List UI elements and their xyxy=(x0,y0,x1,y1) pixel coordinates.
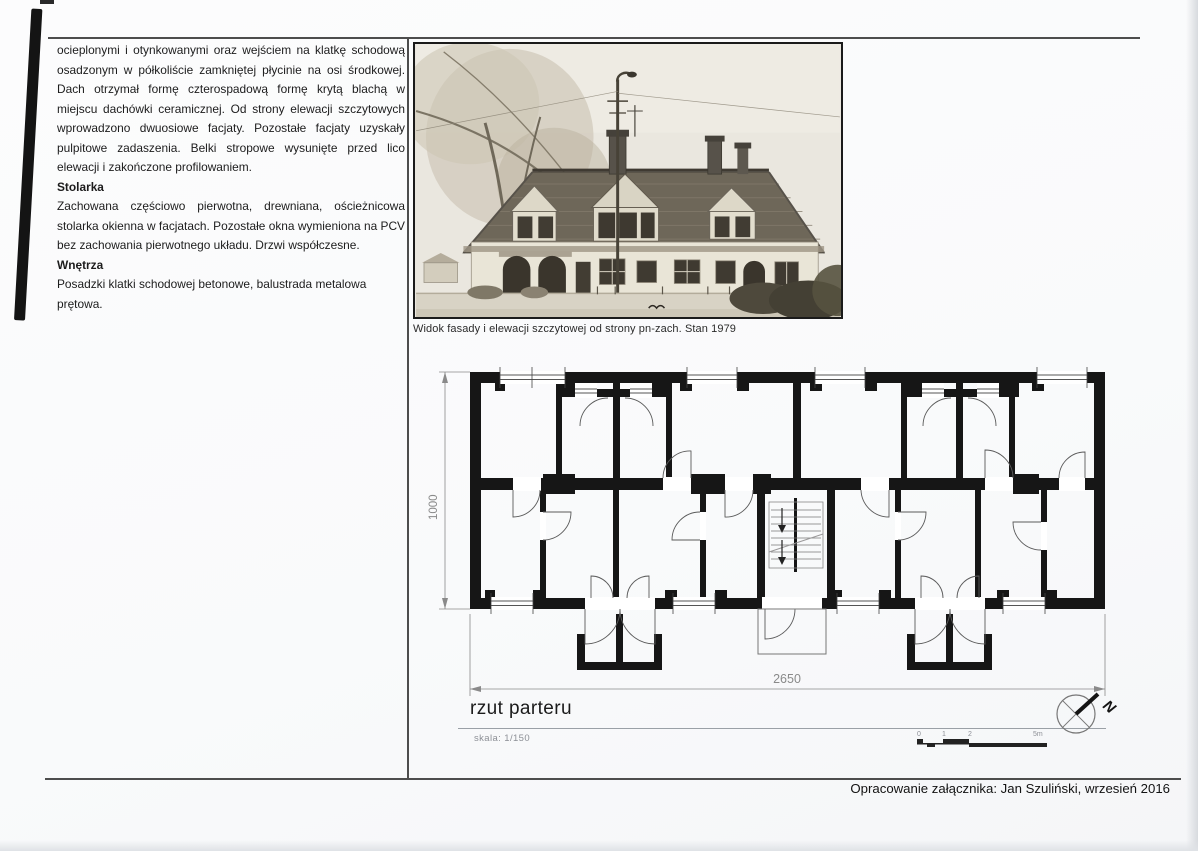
scale-bar xyxy=(913,727,1053,753)
text-column xyxy=(57,41,405,314)
scalebar-1: 1 xyxy=(942,731,946,738)
scan-edge-right xyxy=(1186,0,1198,851)
scan-corner-mark xyxy=(40,0,54,4)
historic-photo xyxy=(413,42,843,319)
north-label: N xyxy=(1099,697,1119,718)
dim-width-label: 2650 xyxy=(773,672,801,686)
plan-title: rzut parteru xyxy=(470,698,572,719)
section-body-wnetrza: Posadzki klatki schodowej betonowe, balustrada metalowa prętowa. xyxy=(57,277,367,311)
scalebar-5m: 5m xyxy=(1033,731,1043,738)
footer-rule xyxy=(45,778,1181,780)
photo-caption: Widok fasady i elewacji szczytowej od strony pn-zach. Stan 1979 xyxy=(413,323,737,335)
plan-scale-label: skala: 1/150 xyxy=(474,733,531,744)
scalebar-2: 2 xyxy=(968,731,972,738)
top-rule xyxy=(48,37,1140,39)
dimension-lines xyxy=(428,372,1105,696)
scan-edge-artifact xyxy=(14,8,42,320)
column-divider xyxy=(407,37,409,778)
section-heading-wnetrza: Wnętrza xyxy=(57,257,104,272)
dim-height-label: 1000 xyxy=(428,494,440,520)
section-body-stolarka: Zachowana częściowo pierwotna, drewniana, ościeżnicowa stolarka okienna w facjatach. Pozostałe okna wymieniona na PCV bez zachowania pierwotnego układu. Drzwi współczesne. xyxy=(57,199,405,252)
photo-figure xyxy=(413,42,843,335)
north-arrow xyxy=(1052,687,1124,745)
section-heading-stolarka: Stolarka xyxy=(57,179,104,194)
description-paragraph: ocieplonymi i otynkowanymi oraz wejściem na klatkę schodową osadzonym w półkoliście zamkniętej płycinie na osi środkowej. Dach otrzymał formę czterospadową formę krytą blachą w miejscu dachówki ceramicznej. Od strony elewacji szczytowych wprowadzono dwuosiowe facjaty. Pozostałe facjaty uzyskały pulpitowe zadaszenia. Belki stropowe wysunięte przed lico elewacji i zakończone profilowaniem. xyxy=(57,43,405,174)
photo-illustration xyxy=(415,44,841,317)
footer-credit: Opracowanie załącznika: Jan Szuliński, wrzesień 2016 xyxy=(850,781,1170,796)
scalebar-0: 0 xyxy=(917,731,921,738)
scan-edge-bottom xyxy=(0,840,1198,851)
